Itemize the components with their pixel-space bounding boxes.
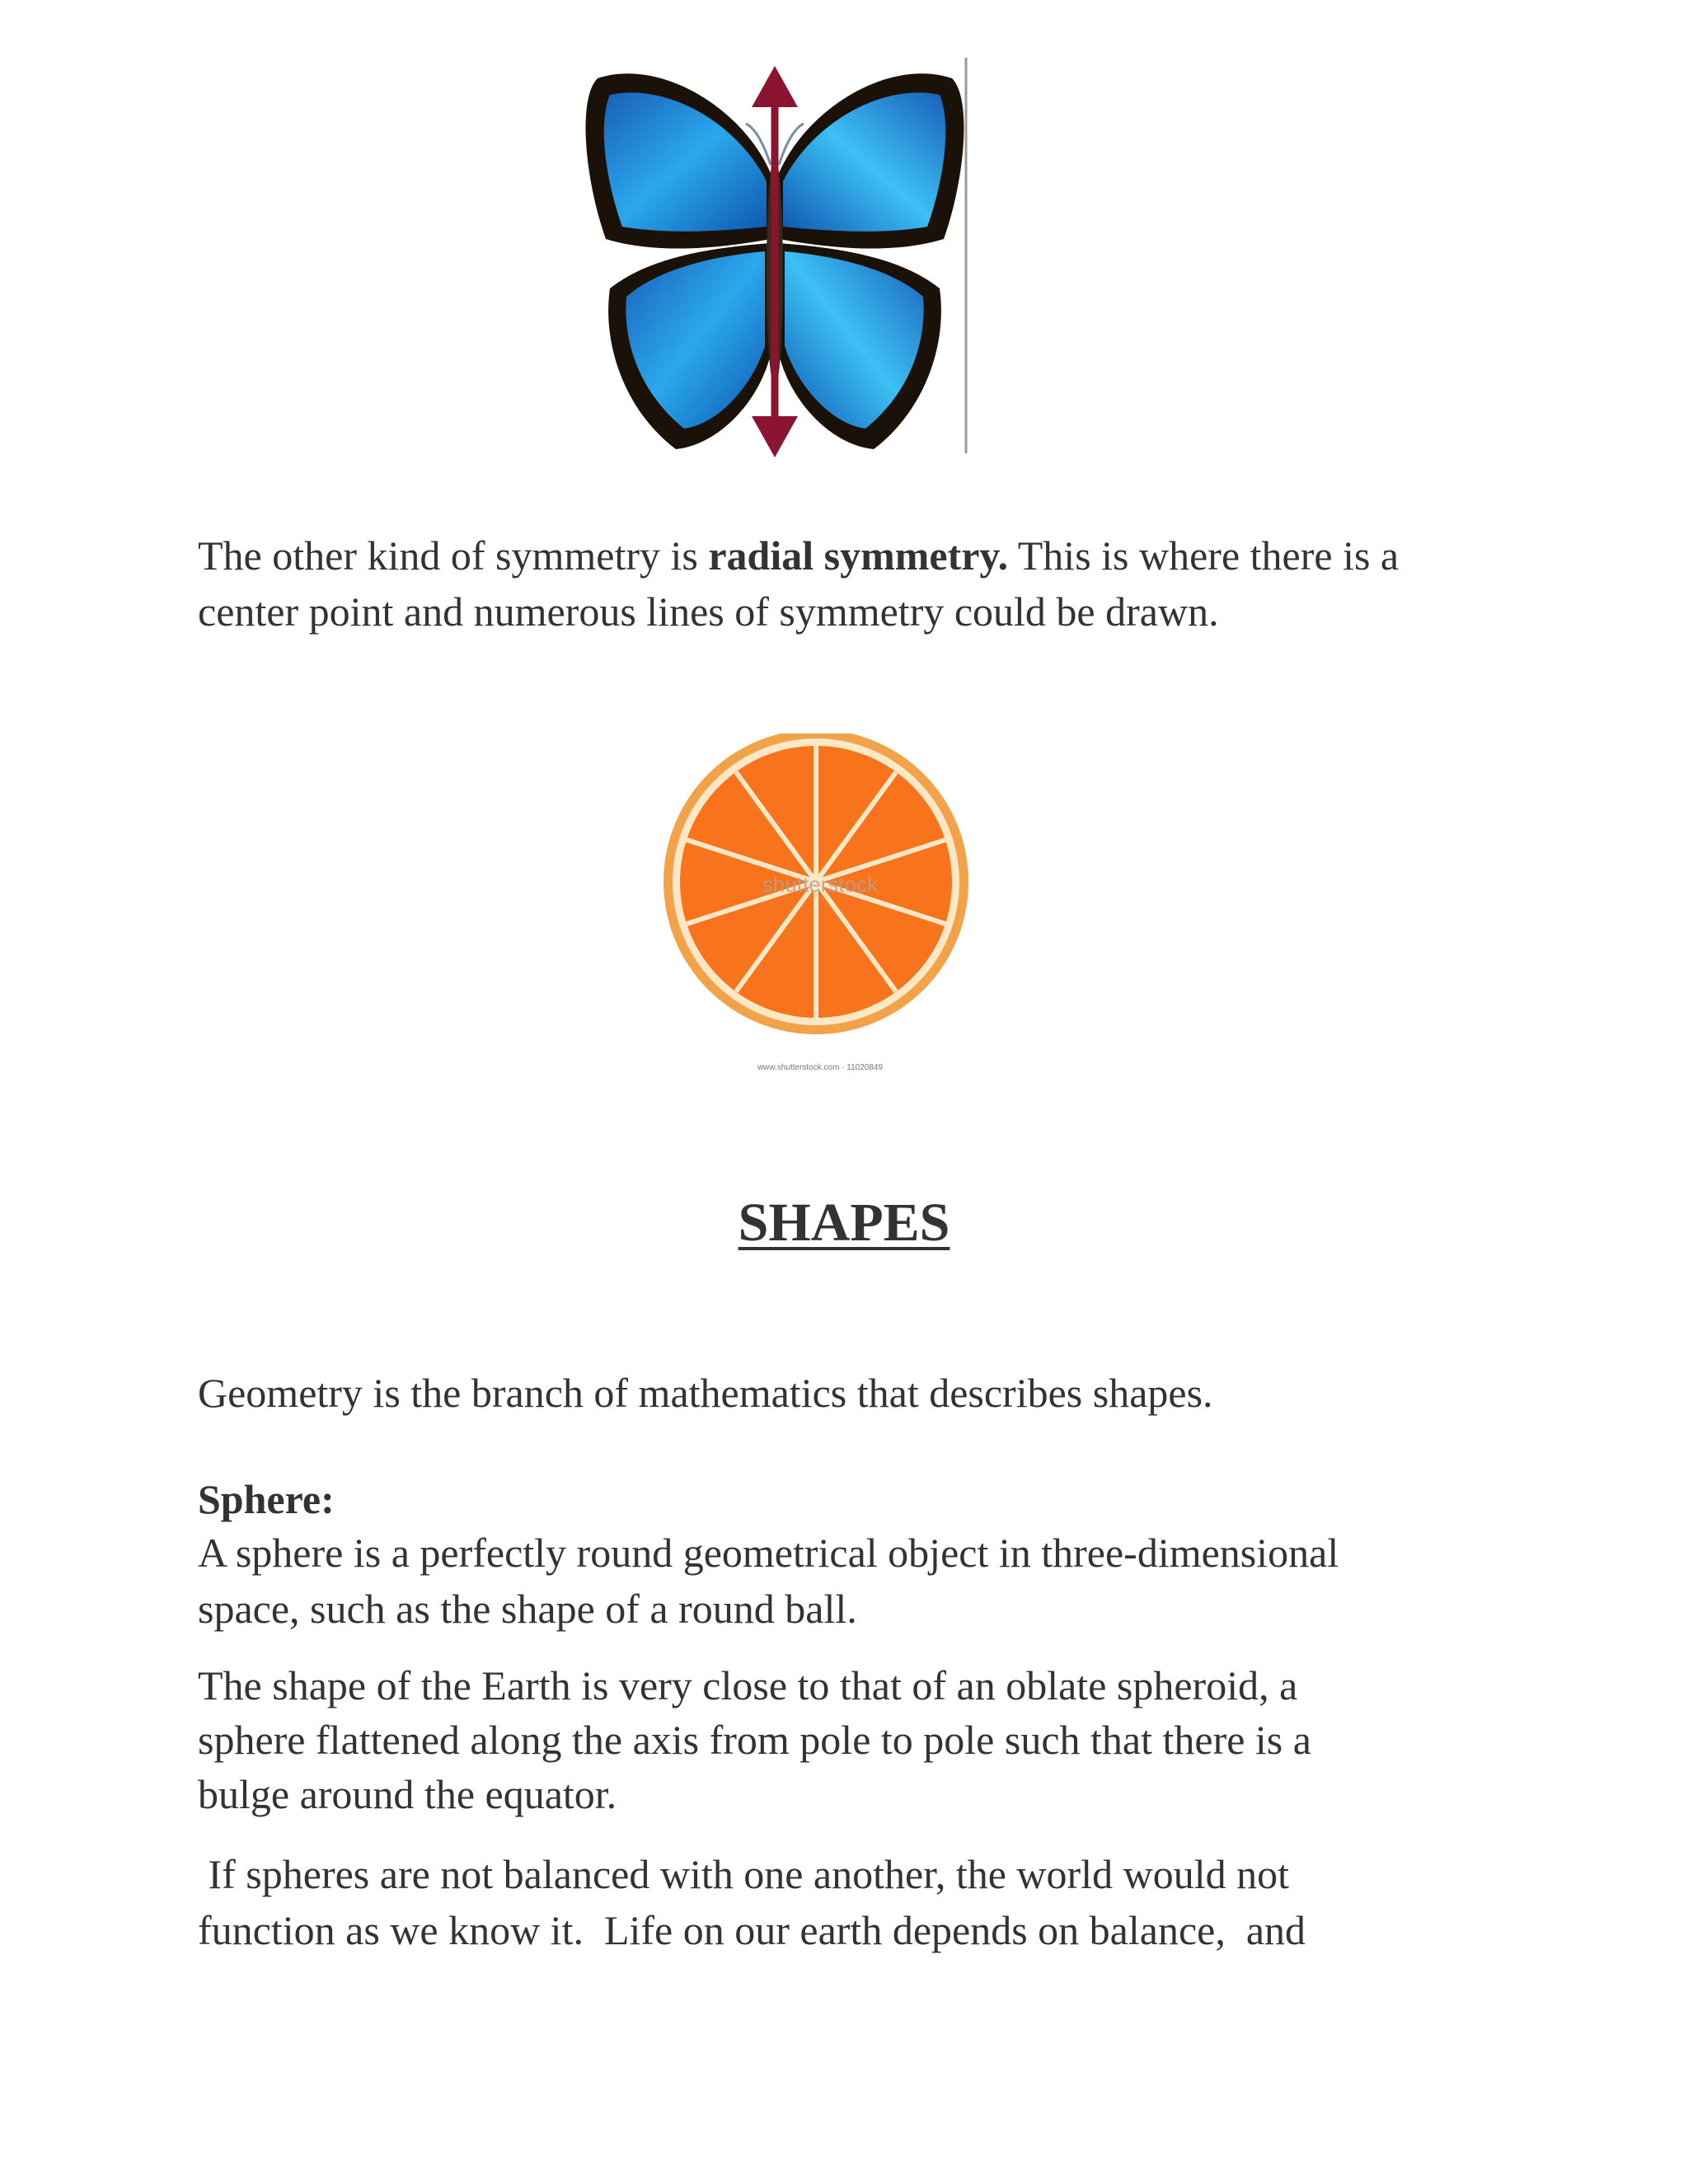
earth-shape-paragraph [198, 1658, 1500, 1821]
geometry-paragraph [198, 1365, 1500, 1421]
radial-line-1 [198, 527, 1500, 583]
balance-paragraph [198, 1846, 1500, 1958]
balance-line-2: function as we know it. Life on our earth depends on balance, and [198, 1907, 1306, 1953]
orange-caption: www.shutterstock.com · 11020849 [757, 1063, 884, 1072]
orange-slice-illustration [655, 733, 1001, 1080]
radial-line-2: center point and numerous lines of symmetry could be drawn. [198, 588, 1219, 635]
radial-symmetry-paragraph [198, 527, 1500, 640]
orange-watermark: shutterstock [762, 872, 879, 897]
shapes-heading: SHAPES [738, 1193, 950, 1253]
earth-line-1: The shape of the Earth is very close to that of an oblate spheroid, a [198, 1662, 1298, 1708]
sphere-definition-paragraph [198, 1525, 1500, 1637]
butterfly-image [560, 49, 989, 462]
sphere-heading: Sphere: [198, 1476, 335, 1522]
earth-line-3: bulge around the equator. [198, 1771, 617, 1817]
earth-line-2: sphere flattened along the axis from pole to pole such that there is a [198, 1717, 1311, 1763]
radial-line-1-start: The other kind of symmetry is [198, 532, 709, 579]
geometry-line: Geometry is the branch of mathematics that describes shapes. [198, 1370, 1213, 1416]
orange-slice-image [655, 733, 1001, 1080]
radial-symmetry-term: radial symmetry. [708, 532, 1009, 579]
balance-line-1: If spheres are not balanced with one another, the world would not [198, 1851, 1289, 1897]
butterfly-illustration [560, 49, 989, 462]
sphere-def-line-2: space, such as the shape of a round ball. [198, 1586, 857, 1632]
radial-line-1-end: This is where there is a [1008, 532, 1400, 579]
sphere-def-line-1: A sphere is a perfectly round geometrical object in three-dimensional [198, 1530, 1339, 1576]
